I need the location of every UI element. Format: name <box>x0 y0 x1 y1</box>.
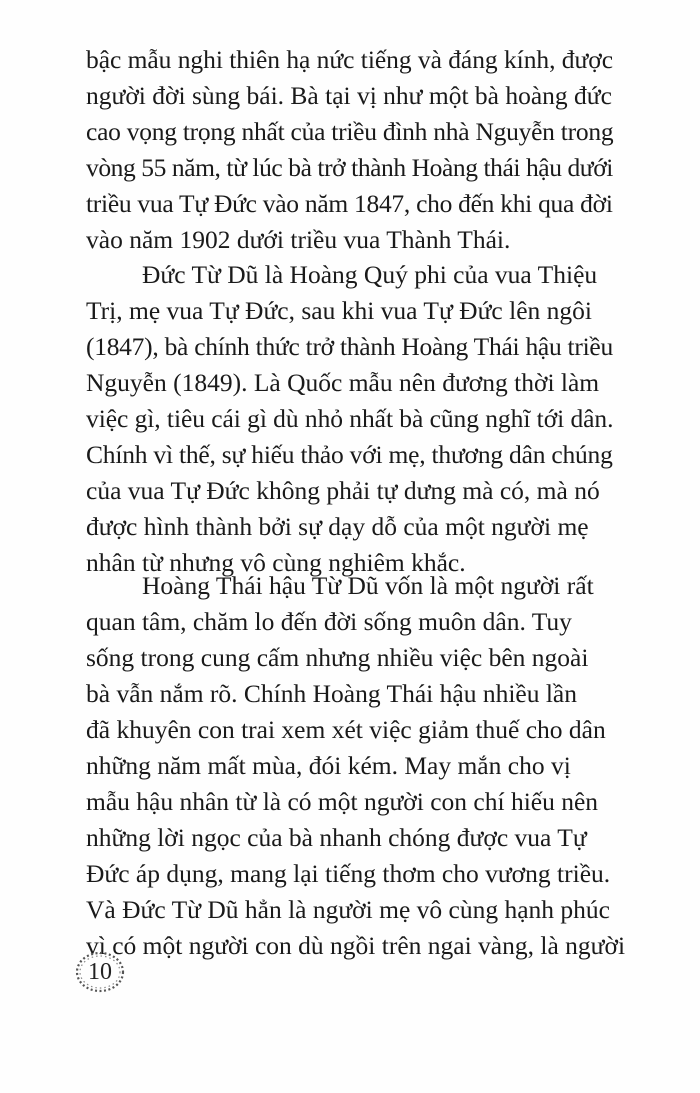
text-line: của vua Tự Đức không phải tự dưng mà có, mà nó <box>86 476 600 505</box>
text-line: những năm mất mùa, đói kém. May mắn cho vị <box>86 751 571 780</box>
text-line: nhân từ nhưng vô cùng nghiêm khắc. <box>86 548 466 577</box>
text-line: mẫu hậu nhân từ là có một người con chí hiếu nên <box>86 787 599 816</box>
text-line: Đức Từ Dũ là Hoàng Quý phi của vua Thiệu <box>142 260 598 289</box>
text-line: Nguyễn (1849). Là Quốc mẫu nên đương thời làm <box>86 368 600 397</box>
page-number-badge <box>74 950 126 994</box>
paragraph-3 <box>86 568 626 964</box>
text-line: vòng 55 năm, từ lúc bà trở thành Hoàng thái hậu dưới <box>86 153 613 182</box>
text-line: những lời ngọc của bà nhanh chóng được vua Tự <box>86 823 587 852</box>
text-line: Hoàng Thái hậu Từ Dũ vốn là một người rất <box>142 571 594 600</box>
paragraph-1 <box>86 42 613 258</box>
text-line: quan tâm, chăm lo đến đời sống muôn dân. Tuy <box>86 607 572 636</box>
text-line: triều vua Tự Đức vào năm 1847, cho đến khi qua đời <box>86 189 613 218</box>
text-line: bà vẫn nắm rõ. Chính Hoàng Thái hậu nhiều lần <box>86 679 577 708</box>
text-line: việc gì, tiêu cái gì dù nhỏ nhất bà cũng nghĩ tới dân. <box>86 404 614 433</box>
text-line: đã khuyên con trai xem xét việc giảm thuế cho dân <box>86 715 606 744</box>
text-line: (1847), bà chính thức trở thành Hoàng Thái hậu triều <box>86 332 613 361</box>
text-line: vào năm 1902 dưới triều vua Thành Thái. <box>86 225 511 254</box>
text-line: sống trong cung cấm nhưng nhiều việc bên ngoài <box>86 643 589 672</box>
text-line: Chính vì thế, sự hiếu thảo với mẹ, thương dân chúng <box>86 440 613 469</box>
text-line: Đức áp dụng, mang lại tiếng thơm cho vương triều. <box>86 859 611 888</box>
text-line: người đời sùng bái. Bà tại vị như một bà hoàng đức <box>86 81 612 110</box>
text-line: Trị, mẹ vua Tự Đức, sau khi vua Tự Đức lên ngôi <box>86 296 592 325</box>
text-line: cao vọng trọng nhất của triều đình nhà Nguyễn trong <box>86 117 614 146</box>
page-number: 10 <box>88 959 112 985</box>
text-line: vì có một người con dù ngồi trên ngai vàng, là người <box>86 931 626 960</box>
text-line: bậc mẫu nghi thiên hạ nức tiếng và đáng kính, được <box>86 45 614 74</box>
text-line: Và Đức Từ Dũ hẳn là người mẹ vô cùng hạnh phúc <box>86 895 610 924</box>
text-line: được hình thành bởi sự dạy dỗ của một người mẹ <box>86 512 589 541</box>
paragraph-2 <box>86 257 613 581</box>
